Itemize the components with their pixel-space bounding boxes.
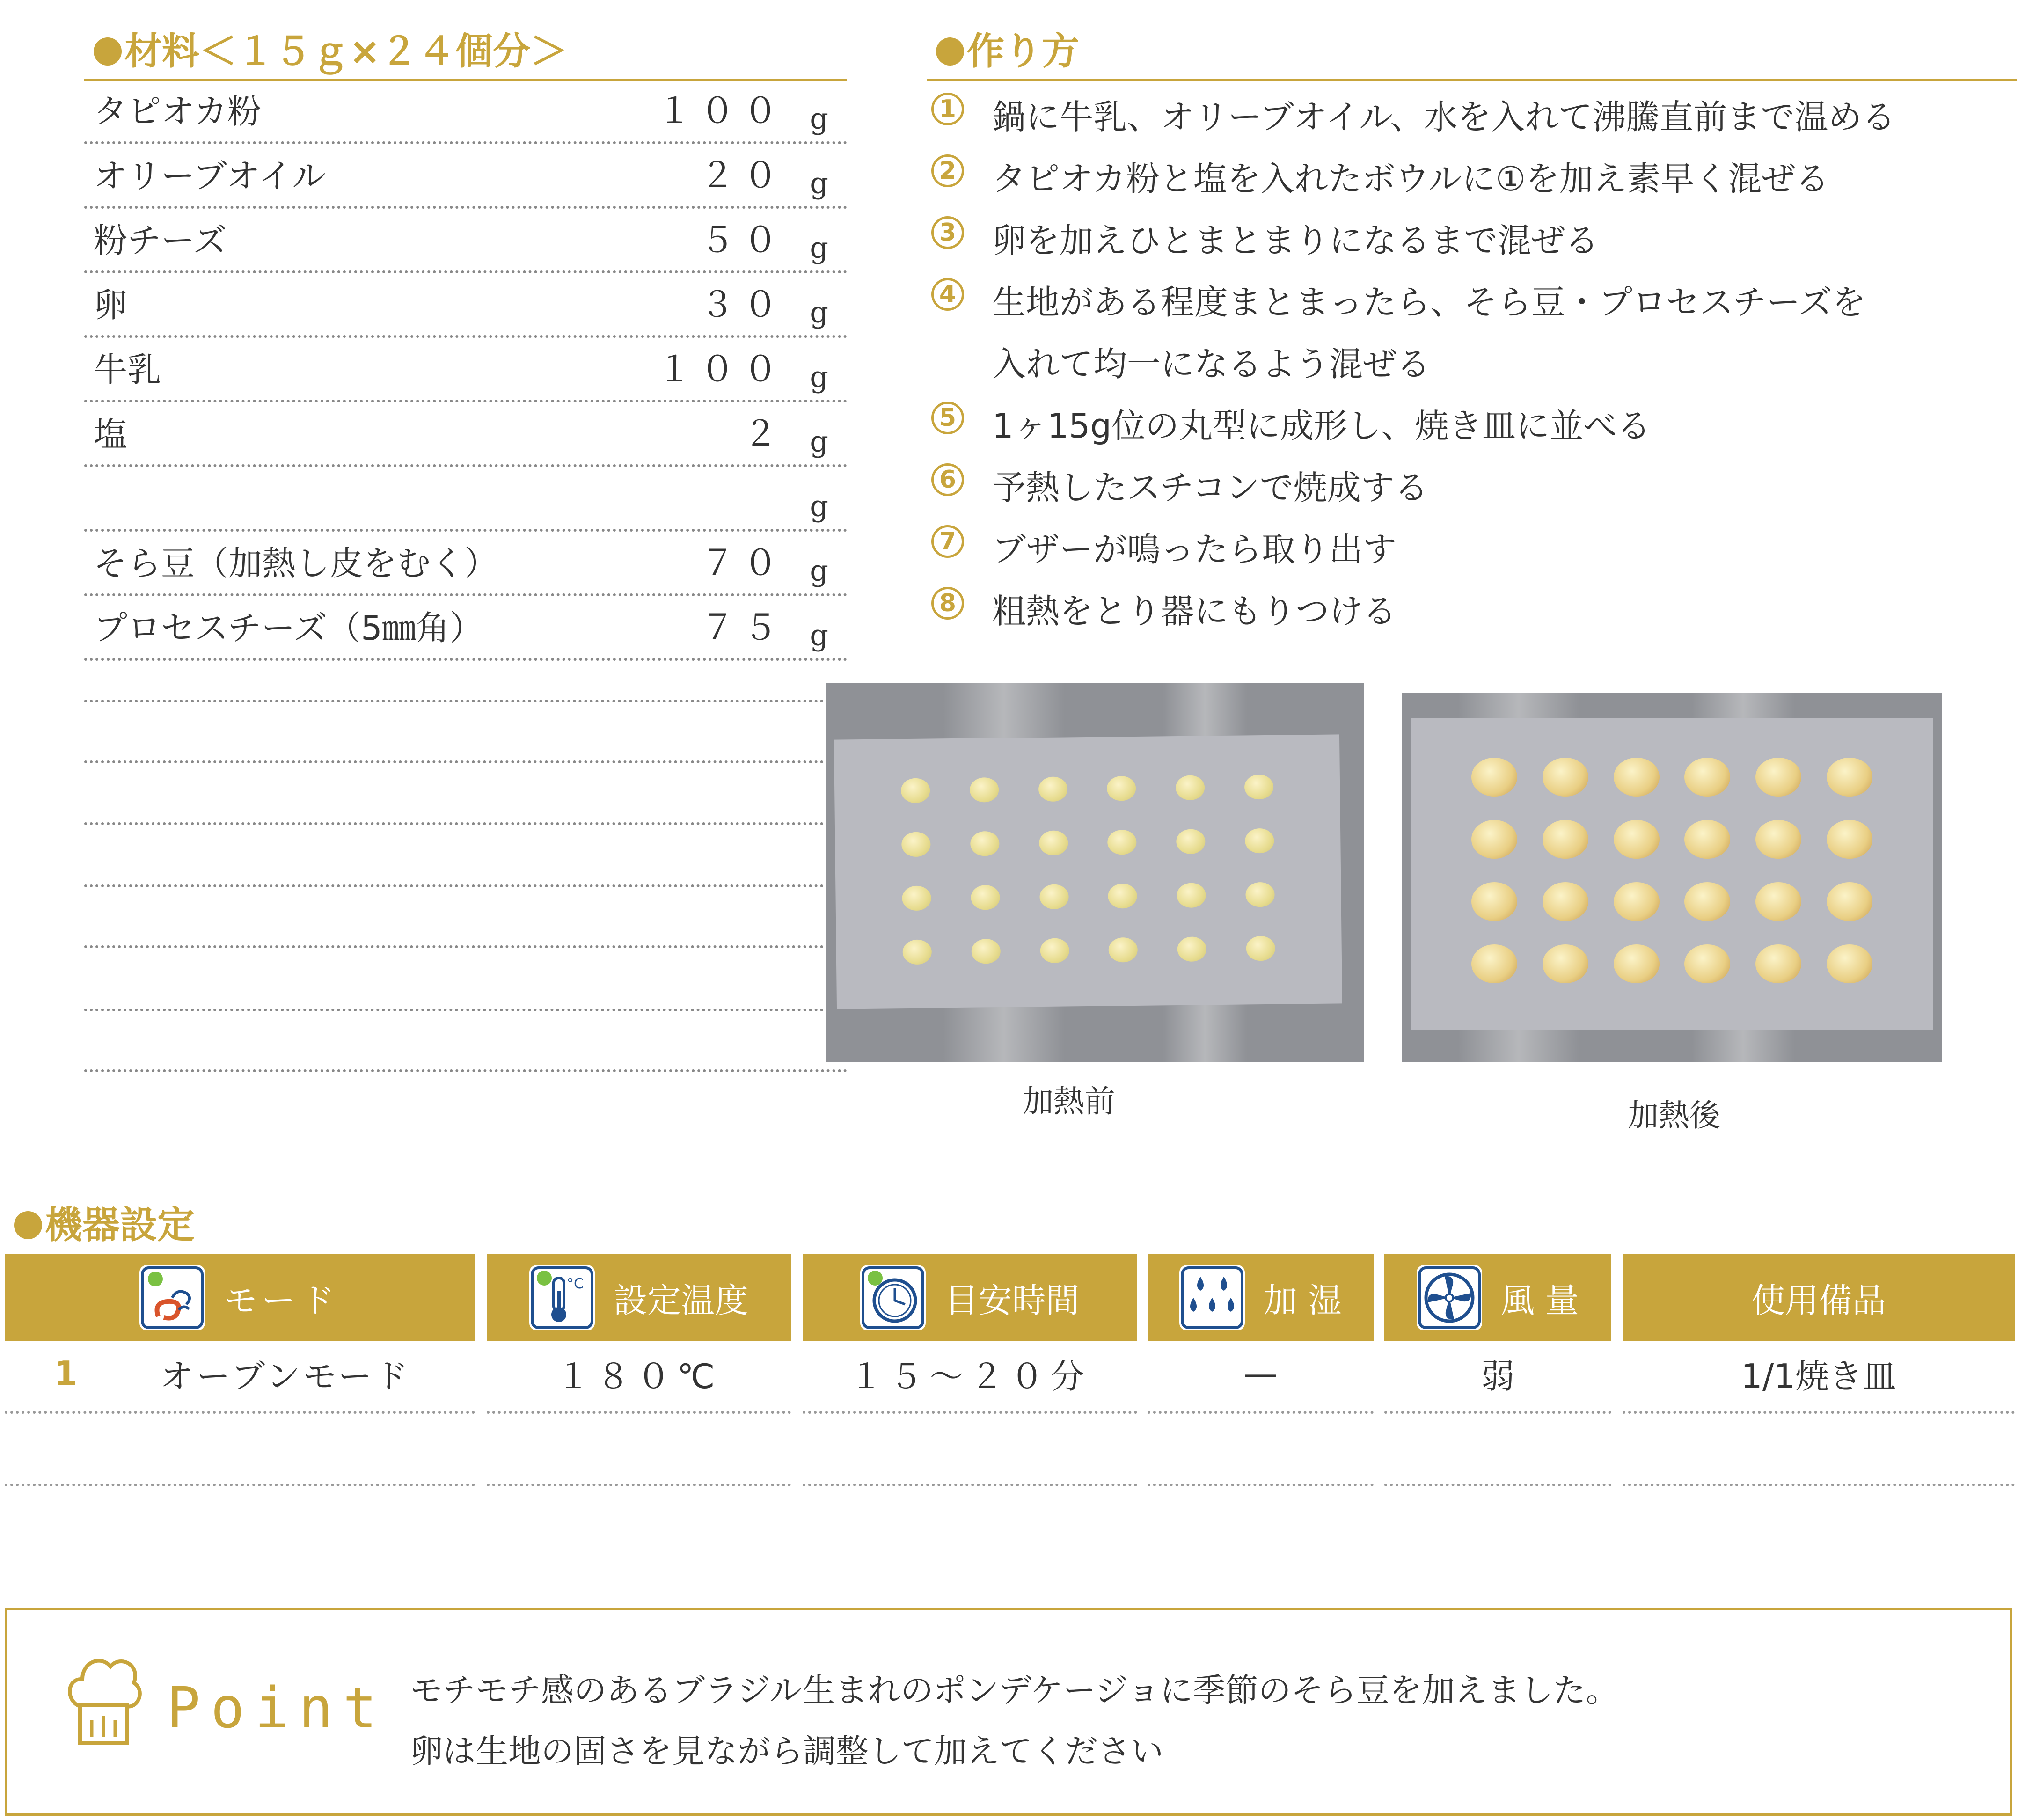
ingredient-row [84,209,847,273]
ingredient-row [84,338,847,402]
dough-ball [1245,828,1274,853]
ingredient-amount: ５０ [700,220,786,260]
dough-ball [1471,944,1517,983]
step-number-icon: 3 [931,216,964,249]
dough-ball [1107,776,1136,801]
ingredient-row [84,402,847,467]
row-divider [487,1411,791,1414]
dough-ball [1614,944,1660,983]
dough-ball [902,940,932,965]
header-humidity: 加 湿 [1148,1254,1374,1341]
baking-sheet [1411,718,1933,1030]
dough-ball [1040,938,1069,963]
thermometer-icon [529,1265,595,1330]
step-number-icon: 7 [931,525,964,558]
dough-ball [1827,820,1872,859]
dough-ball [1684,820,1730,859]
dough-ball [1614,820,1660,859]
fan-icon [1417,1265,1482,1330]
row-divider [1148,1411,1374,1414]
ingredient-unit: g [810,295,828,329]
dough-ball [1038,776,1067,801]
dough-ball [1471,820,1517,859]
ingredient-name: 卵 [94,285,128,325]
ingredient-row [84,144,847,209]
row-index: 1 [53,1354,78,1393]
temp-value: １８０℃ [556,1357,722,1396]
ingredient-unit: g [810,102,828,136]
step-text: 予熱したスチコンで焼成する [992,468,1428,507]
method-step [927,80,2017,141]
step-number-icon: 5 [931,402,964,434]
dough-ball [1827,758,1872,797]
row-divider [1148,1484,1374,1486]
dough-ball [1755,820,1801,859]
ingredients-table [84,80,847,661]
point-line-2: 卵は生地の固さを見ながら調整して加えてください [410,1732,1163,1770]
time-value: １５～２０分 [849,1357,1091,1396]
ingredient-row [84,596,847,661]
blank-line [84,760,824,763]
dough-ball [1176,829,1206,854]
step-text: 粗熱をとり器にもりつける [992,592,1397,631]
dough-ball [1246,936,1276,961]
blank-line [84,1009,824,1011]
items-value: 1/1焼き皿 [1741,1357,1896,1396]
dough-ball [901,832,931,857]
dough-ball [1244,775,1274,799]
ingredient-unit: g [810,166,828,200]
ingredient-unit: g [810,489,828,523]
timer-icon [860,1265,926,1330]
dough-ball [902,886,931,911]
blank-line [84,822,824,825]
fan-value: 弱 [1481,1357,1515,1396]
step-number-icon: 1 [931,93,964,125]
ingredient-amount: ２０ [700,155,786,196]
dough-ball [1755,944,1801,983]
dough-ball [1755,882,1801,921]
bullet-dot-icon [94,37,122,66]
ingredient-unit: g [810,360,828,394]
method-steps [927,80,2017,636]
ingredient-row [84,80,847,144]
header-temp: °C 設定温度 [487,1254,791,1341]
blank-line [84,884,824,887]
method-step [927,141,2017,203]
ingredient-amount: ７５ [700,607,786,648]
method-step [927,574,2017,636]
dough-ball [970,777,999,802]
blank-line [84,1069,847,1072]
dough-ball [1471,882,1517,921]
ingredient-name: 粉チーズ [94,221,227,260]
step-text: 卵を加えひとまとまりになるまで混ぜる [992,221,1599,260]
ingredient-unit: g [810,424,828,459]
ingredient-unit: g [810,618,828,652]
step-text: 生地がある程度まとまったら、そら豆・プロセスチーズを [992,283,1866,322]
step-text: 1ヶ15g位の丸型に成形し、焼き皿に並べる [992,406,1651,446]
ingredient-amount: ３０ [700,285,786,325]
dough-ball [971,939,1001,964]
step-number-icon: 6 [931,463,964,496]
bullet-dot-icon [936,37,964,66]
dough-ball [971,885,1000,910]
humidity-value: — [1243,1354,1278,1393]
blank-line [84,700,824,702]
bullet-dot-icon [14,1211,42,1239]
dough-ball [1177,883,1206,907]
dough-ball [1827,882,1872,921]
header-time: 目安時間 [803,1254,1137,1341]
dough-ball [1245,882,1275,907]
dough-ball [1039,830,1068,855]
row-divider [1623,1484,2015,1486]
method-step [927,388,2017,450]
dough-ball [1471,758,1517,797]
method-step [927,203,2017,265]
ingredient-amount: ７０ [700,543,786,583]
row-divider [5,1484,475,1486]
dough-ball [1176,775,1205,800]
dough-ball [1827,944,1872,983]
dough-ball [1543,944,1588,983]
row-divider [1384,1411,1611,1414]
dough-ball [1614,882,1660,921]
svg-text:°C: °C [566,1275,584,1292]
blank-line [84,945,824,948]
ingredient-name: 塩 [94,415,128,454]
ingredient-row [84,532,847,596]
ingredient-name: 牛乳 [94,350,161,389]
step-text: 鍋に牛乳、オリーブオイル、水を入れて沸騰直前まで温める [992,97,1896,137]
step-text: 入れて均一になるよう混ぜる [992,344,1431,384]
header-items: 使用備品 [1623,1254,2015,1341]
dough-ball [1755,758,1801,797]
point-line-1: モチモチ感のあるブラジル生まれのポンデケージョに季節のそら豆を加えました。 [410,1671,1619,1710]
photo-after-heating [1402,693,1942,1062]
dough-ball [1543,882,1588,921]
dough-ball [970,831,1000,856]
point-label: Point [167,1676,388,1741]
dough-ball [1543,820,1588,859]
dough-ball [1543,758,1588,797]
row-divider [487,1484,791,1486]
step-text: ブザーが鳴ったら取り出す [992,530,1397,569]
steam-oven-icon [139,1265,205,1330]
ingredient-name: そら豆（加熱し皮をむく） [94,544,498,583]
dough-ball [901,778,930,803]
row-divider [803,1484,1137,1486]
step-number-icon: 2 [931,154,964,187]
dough-ball [1039,884,1069,909]
photo-before-heating [826,683,1364,1062]
ingredients-title: 材料＜１５ｇ×２４個分＞ [94,33,568,70]
ingredient-name: プロセスチーズ（5㎜角） [94,608,483,648]
dough-ball [1684,944,1730,983]
chef-hat-icon [64,1650,143,1753]
method-step [927,512,2017,574]
dough-ball [1684,882,1730,921]
method-step [927,327,2017,388]
row-divider [5,1411,475,1414]
method-step [927,265,2017,327]
photo-after-caption: 加熱後 [1628,1097,1720,1133]
ingredient-name: オリーブオイル [94,156,326,196]
dough-ball [1109,937,1138,962]
header-fan: 風 量 [1384,1254,1611,1341]
ingredient-amount: １００ [657,91,786,131]
ingredient-row [84,467,847,532]
water-drops-icon [1179,1265,1245,1330]
row-divider [1384,1484,1611,1486]
dough-ball [1614,758,1660,797]
mode-value: オーブンモード [160,1357,411,1396]
dough-ball [1108,830,1137,855]
ingredient-unit: g [810,231,828,265]
step-number-icon: 4 [931,278,964,311]
equipment-title: 機器設定 [14,1206,195,1244]
ingredient-unit: g [810,554,828,588]
row-divider [1623,1411,2015,1414]
header-mode: モード [5,1254,475,1341]
ingredient-row [84,273,847,338]
ingredient-name: タピオカ粉 [94,92,261,131]
point-box [5,1608,2012,1816]
step-number-icon: 8 [931,587,964,620]
dough-ball [1684,758,1730,797]
ingredient-amount: １００ [657,349,786,389]
method-step [927,450,2017,512]
step-text: タピオカ粉と塩を入れたボウルに①を加え素早く混ぜる [992,159,1829,198]
dough-ball [1108,884,1138,908]
photo-before-caption: 加熱前 [1023,1083,1115,1119]
baking-sheet [834,734,1342,1009]
ingredient-amount: ２ [743,414,786,454]
method-title: 作り方 [936,33,1079,70]
dough-ball [1177,936,1207,961]
row-divider [803,1411,1137,1414]
